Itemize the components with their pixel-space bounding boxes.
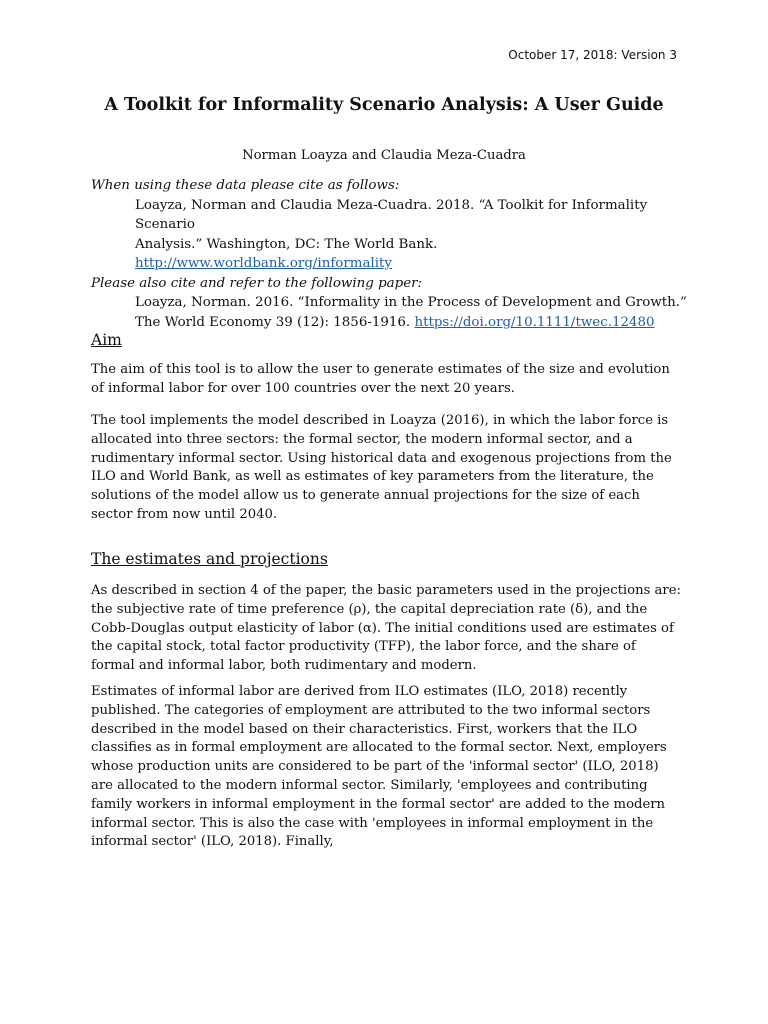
- citation-note-2: Please also cite and refer to the following paper:: [91, 275, 423, 291]
- citation-ref-2-line-2: The World Economy 39 (12): 1856-1916.: [135, 314, 411, 330]
- aim-paragraph-1: The aim of this tool is to allow the user to generate estimates of the size and evolution of informal labor for over 100 countries over the next 20 years.: [91, 362, 670, 396]
- citation-ref-2: [91, 293, 691, 332]
- citation-block: [91, 176, 691, 332]
- document-title: A Toolkit for Informality Scenario Analysis: A User Guide: [104, 95, 664, 115]
- authors: Norman Loayza and Claudia Meza-Cuadra: [242, 148, 526, 163]
- section-heading-aim: Aim: [91, 331, 122, 349]
- version-date: October 17, 2018: Version 3: [508, 48, 677, 62]
- section-heading-estimates: The estimates and projections: [91, 550, 328, 568]
- estimates-paragraph-1: As described in section 4 of the paper, the basic parameters used in the projections are: the subjective rate of time preference (ρ), the capital depreciation rate (δ), and the Cobb-Douglas output elasticity of labor (α). The initial conditions used are estimates of the capital stock, total factor productivity (TFP), the labor force, and the share of formal and informal labor, both rudimentary and modern.: [91, 583, 681, 674]
- aim-paragraph-2: The tool implements the model described in Loayza (2016), in which the labor force is allocated into three sectors: the formal sector, the modern informal sector, and a rudimentary informal sector. Using historical data and exogenous projections from the ILO and World Bank, as well as estimates of key parameters from the literature, the solutions of the model allow us to generate annual projections for the size of each sector from now until 2040.: [91, 413, 672, 522]
- doi-link[interactable]: https://doi.org/10.1111/twec.12480: [414, 314, 655, 330]
- citation-note-1: When using these data please cite as follows:: [91, 178, 400, 193]
- citation-ref-1: [91, 196, 691, 274]
- worldbank-informality-link[interactable]: http://www.worldbank.org/informality: [135, 256, 392, 271]
- estimates-paragraph-2: Estimates of informal labor are derived from ILO estimates (ILO, 2018) recently published. The categories of employment are attributed to the two informal sectors described in the model based on their characteristics. First, workers that the ILO classifies as in formal employment are allocated to the formal sector. Next, employers whose production units are considered to be part of the 'informal sector' (ILO, 2018) are allocated to the modern informal sector. Similarly, 'employees and contributing family workers in informal employment in the formal sector' are added to the modern informal sector. This is also the case with 'employees in informal employment in the informal sector' (ILO, 2018). Finally,: [91, 684, 667, 850]
- citation-ref-1-line-2: Analysis.” Washington, DC: The World Bank.: [135, 236, 438, 252]
- citation-ref-1-line-1: Loayza, Norman and Claudia Meza-Cuadra. 2018. “A Toolkit for Informality Scenario: [135, 197, 648, 232]
- citation-ref-2-line-1: Loayza, Norman. 2016. “Informality in the Process of Development and Growth.”: [135, 295, 687, 310]
